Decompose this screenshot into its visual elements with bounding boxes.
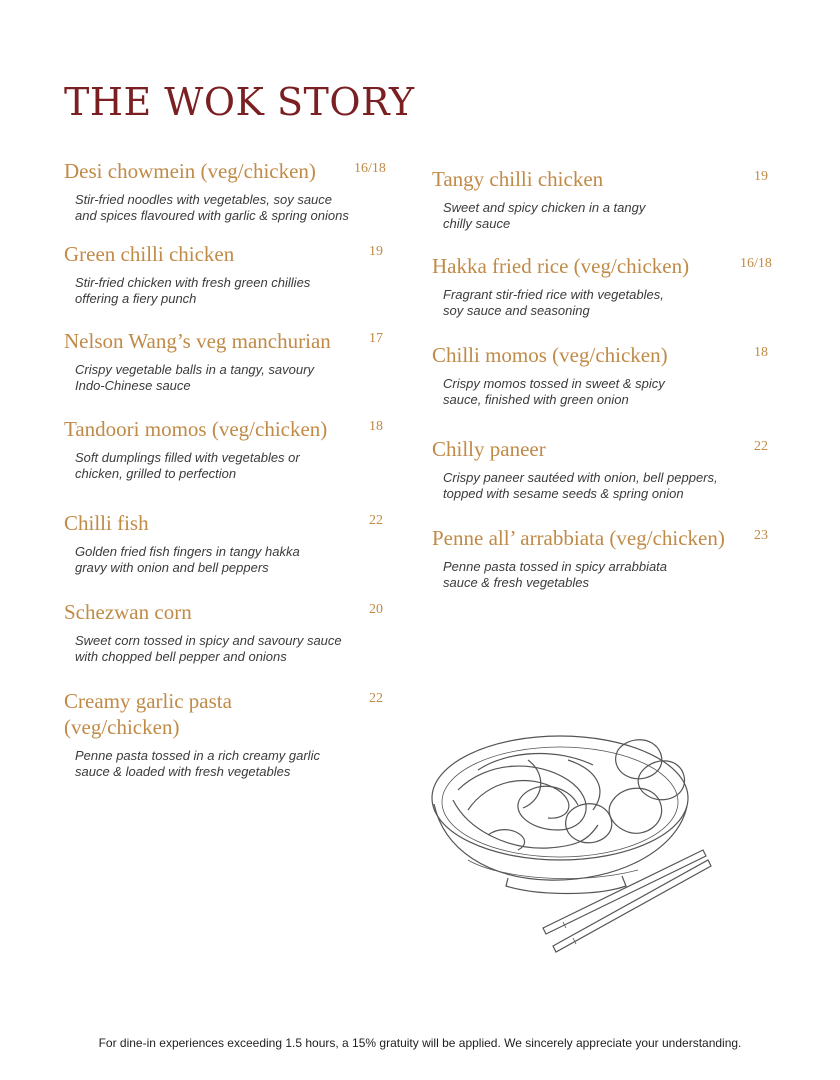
item-description: Fragrant stir-fried rice with vegetables, soy sauce and seasoning [443, 287, 664, 318]
menu-item [64, 599, 394, 665]
item-name: Chilli fish [64, 511, 149, 535]
menu-item [64, 328, 394, 394]
menu-item [432, 525, 782, 591]
noodle-bowl-chopsticks-icon [428, 700, 718, 960]
item-name: Creamy garlic pasta (veg/chicken) [64, 689, 232, 739]
item-description: Sweet and spicy chicken in a tangy chilly sauce [443, 200, 646, 231]
item-name: Tandoori momos (veg/chicken) [64, 417, 328, 441]
item-description: Crispy paneer sautéed with onion, bell peppers, topped with sesame seeds & spring onion [443, 470, 718, 501]
menu-item [432, 166, 782, 232]
item-description: Penne pasta tossed in spicy arrabbiata sauce & fresh vegetables [443, 559, 668, 590]
item-name: Chilly paneer [432, 437, 546, 461]
item-price: 19 [369, 244, 383, 259]
item-price: 16/18 [354, 161, 386, 176]
item-price: 16/18 [740, 256, 772, 271]
menu-item [64, 158, 394, 224]
item-name: Green chilli chicken [64, 242, 235, 266]
item-description: Crispy vegetable balls in a tangy, savoury Indo-Chinese sauce [75, 362, 314, 393]
item-name: Desi chowmein (veg/chicken) [64, 159, 316, 183]
item-price: 19 [754, 169, 768, 184]
item-description: Soft dumplings filled with vegetables or chicken, grilled to perfection [75, 450, 300, 481]
item-name: Nelson Wang’s veg manchurian [64, 329, 331, 353]
item-price: 17 [369, 331, 383, 346]
item-price: 22 [369, 513, 383, 528]
menu-item [432, 253, 782, 319]
menu-item [432, 436, 782, 502]
menu-item [64, 416, 394, 482]
item-description: Penne pasta tossed in a rich creamy garlic sauce & loaded with fresh vegetables [75, 748, 320, 779]
item-description: Golden fried fish fingers in tangy hakka gravy with onion and bell peppers [75, 544, 300, 575]
item-price: 20 [369, 602, 383, 617]
item-name: Hakka fried rice (veg/chicken) [432, 254, 690, 278]
menu-item [64, 510, 394, 576]
menu-item [432, 342, 782, 408]
item-description: Sweet corn tossed in spicy and savoury sauce with chopped bell pepper and onions [75, 633, 342, 664]
item-description: Stir-fried chicken with fresh green chillies offering a fiery punch [75, 275, 311, 306]
item-price: 22 [754, 439, 768, 454]
item-description: Stir-fried noodles with vegetables, soy sauce and spices flavoured with garlic & spring onions [75, 192, 349, 223]
item-name: Penne all’ arrabbiata (veg/chicken) [432, 526, 725, 550]
item-name: Tangy chilli chicken [432, 167, 604, 191]
gratuity-notice: For dine-in experiences exceeding 1.5 hours, a 15% gratuity will be applied. We sincerely appreciate your understanding. [98, 1036, 742, 1050]
item-name: Chilli momos (veg/chicken) [432, 343, 668, 367]
item-price: 22 [369, 691, 383, 706]
menu-title: THE WOK STORY [64, 80, 415, 124]
item-price: 18 [369, 419, 383, 434]
menu-item [64, 688, 394, 780]
item-description: Crispy momos tossed in sweet & spicy sauce, finished with green onion [443, 376, 665, 407]
menu-item [64, 241, 394, 307]
item-price: 23 [754, 528, 768, 543]
item-price: 18 [754, 345, 768, 360]
item-name: Schezwan corn [64, 600, 192, 624]
